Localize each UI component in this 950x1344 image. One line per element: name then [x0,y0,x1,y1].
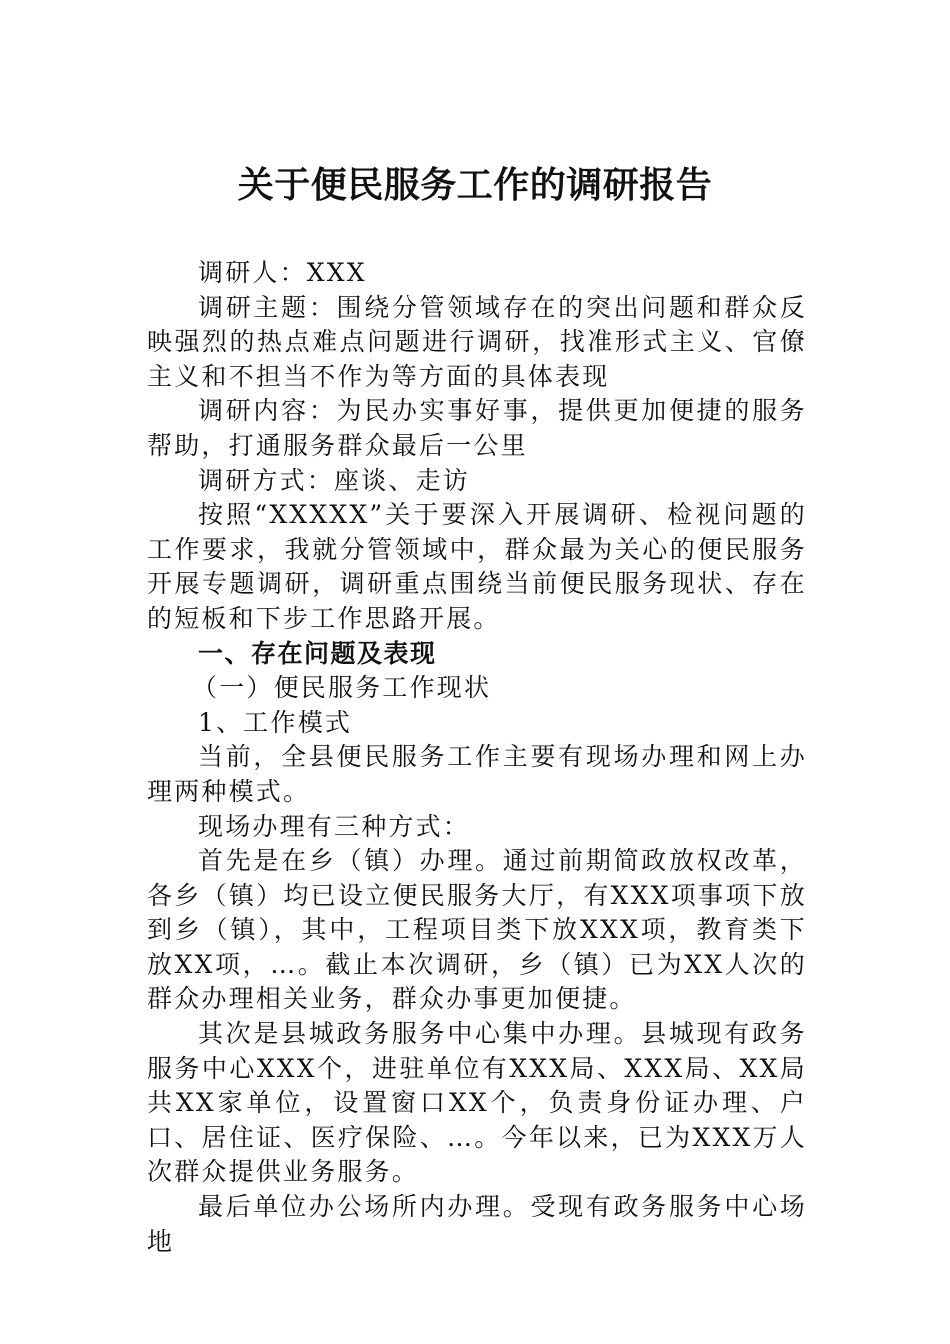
research-content: 调研内容：为民办实事好事，提供更加便捷的服务帮助，打通服务群众最后一公里 [147,396,807,460]
paragraph-onsite-ways: 现场办理有三种方式： [198,811,471,841]
section-heading-1: 一、存在问题及表现 [198,638,437,668]
intro-paragraph: 按照“XXXXX”关于要深入开展调研、检视问题的工作要求，我就分管领域中，群众最为关心的便民服务开展专题调研，调研重点围绕当前便民服务现状、存在的短板和下步工作思路开展。 [147,500,807,633]
researcher-line: 调研人：XXX [198,258,367,287]
paragraph-county-center: 其次是县城政务服务中心集中办理。县城现有政务服务中心XXX个，进驻单位有XXX局、XXX局、XX局共XX家单位，设置窗口XX个，负责身份证办理、户口、居住证、医疗保险、…。今年以来，已为XXX万人次群众提供业务服务。 [147,1019,807,1187]
paragraph-work-mode: 当前，全县便民服务工作主要有现场办理和网上办理两种模式。 [147,742,807,806]
item-heading-1: 1、工作模式 [198,707,353,737]
document-body [147,256,807,1259]
document-title: 关于便民服务工作的调研报告 [237,164,713,206]
paragraph-unit-office: 最后单位办公场所内办理。受现有政务服务中心场地 [147,1192,807,1256]
research-topic: 调研主题：围绕分管领域存在的突出问题和群众反映强烈的热点难点问题进行调研，找准形式主义、官僚主义和不担当不作为等方面的具体表现 [147,292,807,391]
paragraph-township: 首先是在乡（镇）办理。通过前期简政放权改革，各乡（镇）均已设立便民服务大厅，有XXX项事项下放到乡（镇），其中，工程项目类下放XXX项，教育类下放XX项，…。截止本次调研，乡（镇）已为XX人次的群众办理相关业务，群众办事更加便捷。 [147,846,807,1014]
subsection-heading-1: （一）便民服务工作现状 [192,673,492,703]
research-method: 调研方式：座谈、走访 [198,465,471,495]
